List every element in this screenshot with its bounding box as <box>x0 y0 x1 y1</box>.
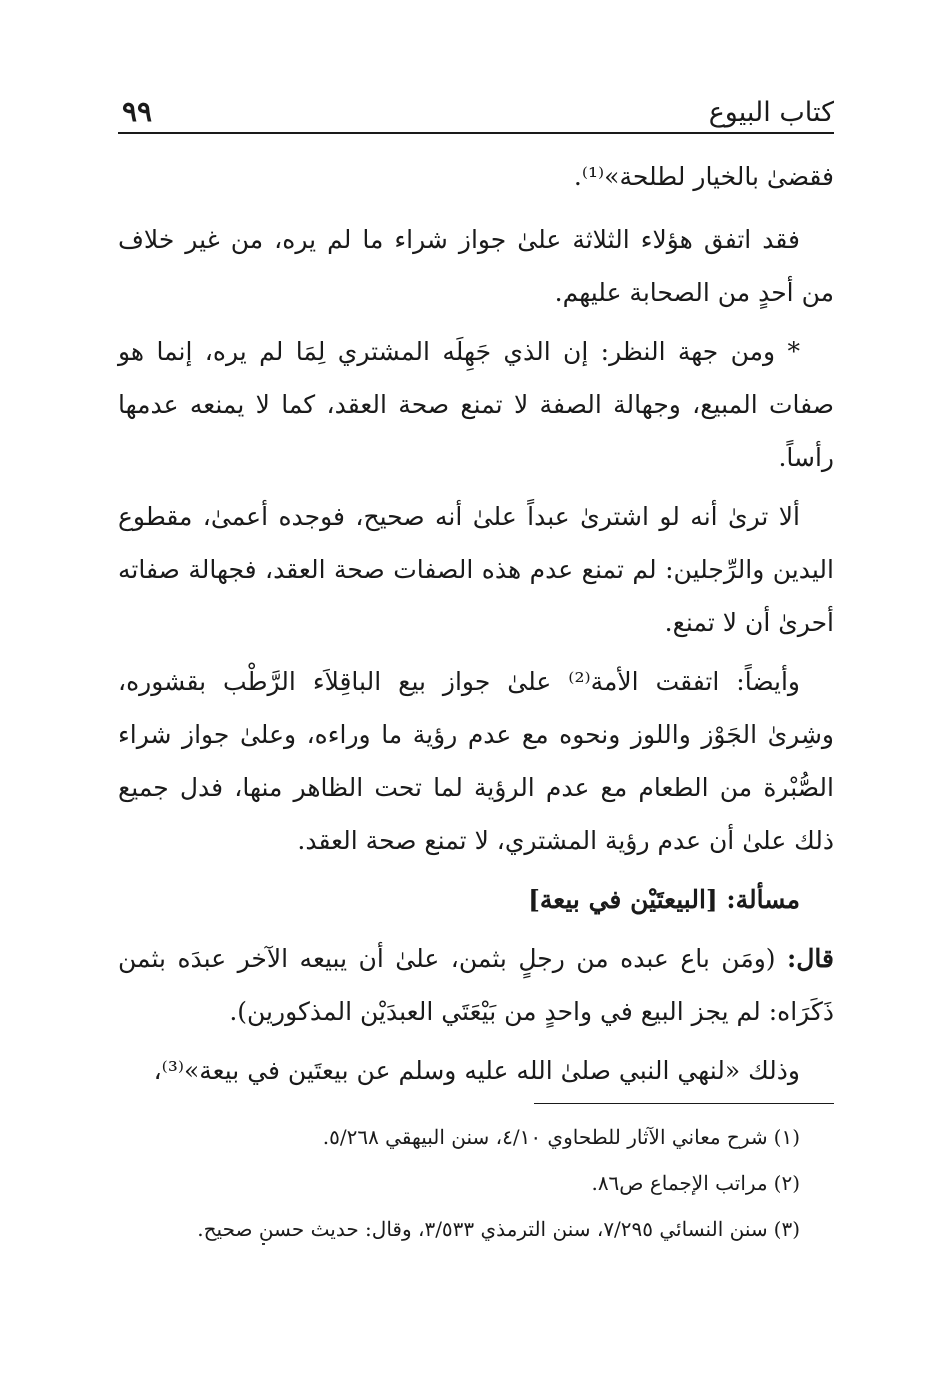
footnote-number: (٣) <box>773 1217 800 1241</box>
footnote-number: (٢) <box>773 1171 800 1195</box>
paragraph-text: * ومن جهة النظر: إن الذي جَهِلَه المشتري لِمَا لم يره، إنما هو صفات المبيع، وجهالة الصفة لا تمنع صحة العقد، كما لا يمنعه عدمها رأساً. <box>118 337 834 472</box>
paragraph <box>118 490 834 649</box>
paragraph-text: فقضىٰ بالخيار لطلحة»⁽¹⁾. <box>573 162 834 191</box>
paragraph <box>118 655 834 867</box>
page-number: ٩٩ <box>122 95 153 128</box>
paragraph-text: فقد اتفق هؤلاء الثلاثة علىٰ جواز شراء ما لم يره، من غير خلاف من أحدٍ من الصحابة عليهم. <box>118 225 834 307</box>
paragraph <box>118 150 834 203</box>
paragraph <box>118 325 834 484</box>
paragraph-text: وأيضاً: اتفقت الأمة⁽²⁾ علىٰ جواز بيع الباقِلاَء الرَّطْب بقشوره، وشِرىٰ الجَوْز واللوز ونحوه مع عدم رؤية ما وراءه، وعلىٰ جواز شراء الصُّبْرة من الطعام مع عدم الرؤية لما تحت الظاهر منها، فدل جميع ذلك علىٰ أن عدم رؤية المشتري، لا تمنع صحة العقد. <box>118 667 834 855</box>
running-title: كتاب البيوع <box>708 97 834 128</box>
footnote <box>118 1206 834 1252</box>
lead-word: قال: <box>787 944 834 973</box>
footnote-number: (١) <box>773 1125 800 1149</box>
footnote-text: سنن النسائي ٧/٢٩٥، سنن الترمذي ٣/٥٣٣، وقال: حديث حسن صحيح. <box>197 1217 768 1241</box>
main-text <box>118 150 834 1097</box>
running-header <box>118 70 834 134</box>
footnote <box>118 1160 834 1206</box>
footnote-text: شرح معاني الآثار للطحاوي ٤/١٠، سنن البيهقي ٥/٢٦٨. <box>322 1125 768 1149</box>
paragraph-text: (ومَن باع عبده من رجلٍ بثمن، علىٰ أن يبيعه الآخر عبدَه بثمن ذَكَرَاه: لم يجز البيع في واحدٍ من بَيْعَتَي العبدَيْن المذكورين). <box>118 944 834 1026</box>
book-page <box>118 70 834 1252</box>
paragraph <box>118 213 834 319</box>
scan-speck <box>262 1243 265 1245</box>
footnote <box>118 1114 834 1160</box>
paragraph-text: ألا ترىٰ أنه لو اشترىٰ عبداً علىٰ أنه صحيح، فوجده أعمىٰ، مقطوع اليدين والرِّجلين: لم تمنع عدم هذه الصفات صحة العقد، فجهالة صفاته أحرىٰ أن لا تمنع. <box>118 502 834 637</box>
footnote-divider <box>534 1103 834 1104</box>
footnotes <box>118 1114 834 1252</box>
footnote-text: مراتب الإجماع ص٨٦. <box>591 1171 768 1195</box>
section-heading: مسألة: [البيعتَيْن في بيعة] <box>528 885 800 914</box>
paragraph <box>118 1044 834 1097</box>
paragraph-text: وذلك «لنهي النبي صلىٰ الله عليه وسلم عن بيعتَين في بيعة»⁽³⁾، <box>153 1056 800 1085</box>
paragraph <box>118 932 834 1038</box>
